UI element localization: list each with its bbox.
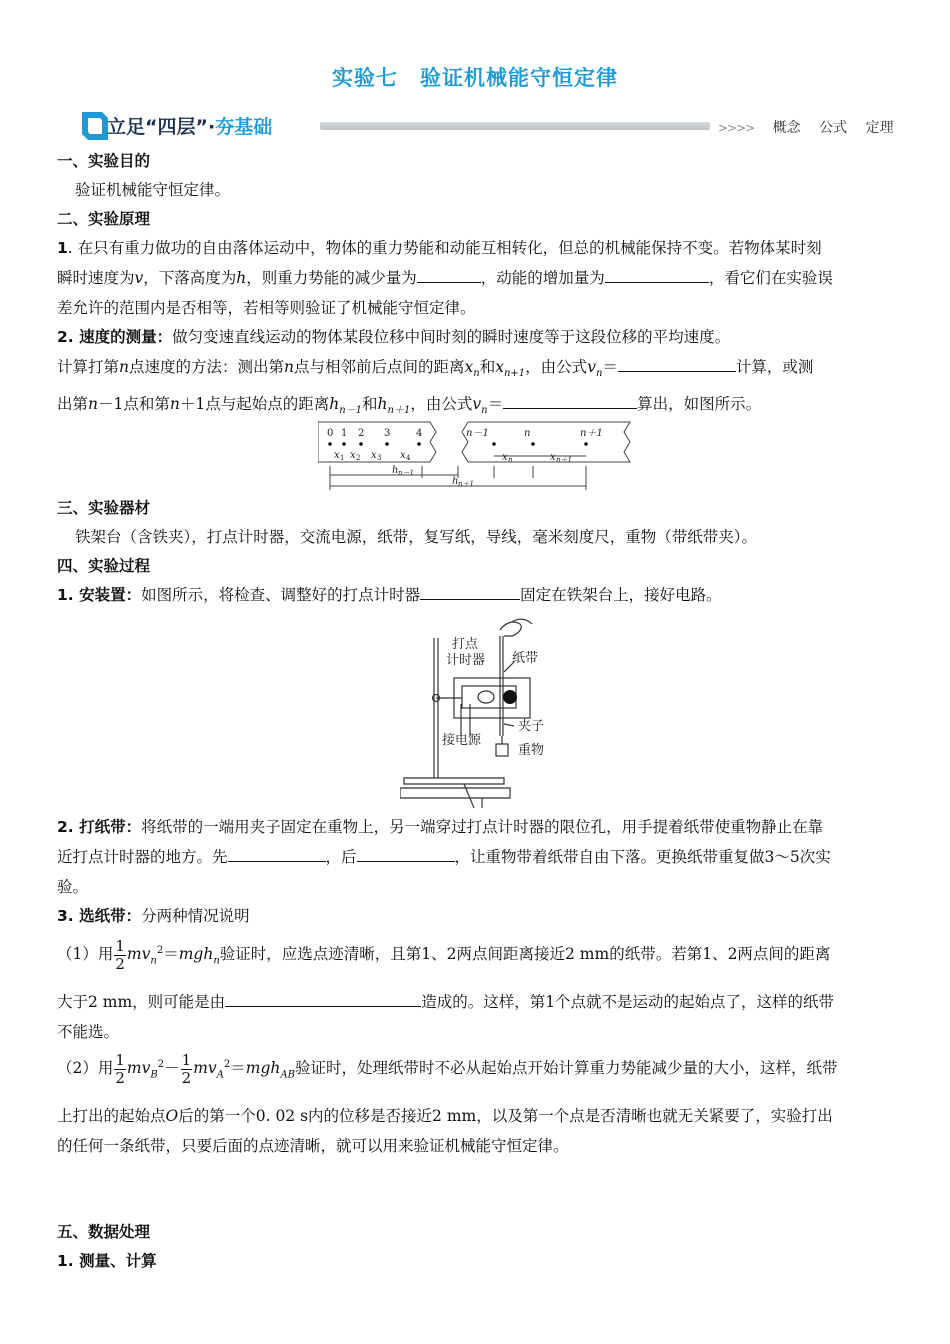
page-title: 实验七 验证机械能守恒定律 <box>332 66 618 90</box>
data-step-1: 1. 测量、计算 <box>57 1252 157 1270</box>
tick-label: 0 <box>327 428 334 439</box>
banner-right-text: 夯基础 <box>215 116 273 138</box>
h2-label: h <box>452 476 459 487</box>
label-n-minus-1: n－1 <box>466 428 489 439</box>
blank-cause[interactable] <box>225 989 421 1007</box>
tick-label: 4 <box>416 428 423 439</box>
label-clip: 夹子 <box>518 719 545 734</box>
apparatus-diagram <box>400 612 560 808</box>
blank-potential-decrease[interactable] <box>417 265 481 283</box>
chevrons-icon: >>>> <box>718 121 755 135</box>
section-heading-purpose: 一、实验目的 <box>57 152 151 170</box>
blank-timer-orientation[interactable] <box>420 582 520 600</box>
banner-logo-icon <box>78 108 110 144</box>
procedure-step-2: 2. 打纸带：将纸带的一端用夹子固定在重物上，另一端穿过打点计时器的限位孔，用手提着纸带使重物静止在靠 近打点计时器的地方。先 ，后 ，让重物带着纸带自由下落。更换纸带重复做3～5次实 验。 <box>57 818 831 896</box>
x-label: x <box>334 450 340 461</box>
blank-first-action[interactable] <box>228 844 326 862</box>
label-timer-2: 计时器 <box>446 653 486 668</box>
xn1-sub: n＋1 <box>556 456 572 464</box>
section-heading-principle: 二、实验原理 <box>57 210 151 228</box>
case-1-cont: 大于2 mm，则可能是由 造成的。这样，第1个点就不是运动的起始点了，这样的纸带 不能选。 <box>57 987 892 1047</box>
principle-paragraph-3: 计算打第n点速度的方法：测出第n点与相邻前后点间的距离$x_n$和$x_{n+1}$，由公式$v_n=$ 计算，或测 出第n－1点和第n＋1点与起始点的距离$h_{n-1}$和$h_{n+1}$，由公式$v_n=$ 算出，如图所示。 <box>57 352 892 426</box>
blank-kinetic-increase[interactable] <box>605 265 709 283</box>
label-power: 接电源 <box>442 733 482 748</box>
tape-diagram <box>318 420 632 496</box>
section-heading-procedure: 四、实验过程 <box>57 557 151 575</box>
fraction-half: $\frac{1}{2}$ <box>181 1050 192 1087</box>
case-2-cont: 上打出的起始点O后的第一个0. 02 s内的位移是否接近2 mm，以及第一个点是否清晰也就无关紧要了，实验打出 的任何一条纸带，只要后面的点迹清晰，就可以用来验证机械能守恒定律。 <box>57 1107 833 1155</box>
h1-sub: n－1 <box>398 469 414 477</box>
tick-label: 3 <box>384 428 391 439</box>
purpose-text: 验证机械能守恒定律。 <box>75 181 231 199</box>
fraction-half: $\frac{1}{2}$ <box>115 1050 125 1087</box>
x-sub: 3 <box>377 454 382 462</box>
banner-tags <box>718 117 894 137</box>
section-heading-data: 五、数据处理 <box>57 1223 151 1241</box>
xn1-label: x <box>550 452 556 463</box>
materials-text: 铁架台（含铁夹），打点计时器，交流电源，纸带，复写纸，导线，毫米刻度尺，重物（带纸带夹）。 <box>75 528 758 546</box>
section-heading-materials: 三、实验器材 <box>57 499 151 517</box>
tag-theorem: 定理 <box>865 120 894 136</box>
blank-second-action[interactable] <box>357 844 455 862</box>
x-label: x <box>371 450 377 461</box>
banner-dot: · <box>207 116 216 138</box>
x-label: x <box>400 450 406 461</box>
principle-paragraph-1: 1. 在只有重力做功的自由落体运动中，物体的重力势能和动能互相转化，但总的机械能保持不变。若物体某时刻 瞬时速度为v，下落高度为h，则重力势能的减少量为 ，动能的增加量为 ，看它们在实验误 差允许的范围内是否相等，若相等则验证了机械能守恒定律。 <box>57 239 833 317</box>
case-2: （2）用 $\frac{1}{2}$ $mv_B^2-$ $\frac{1}{2}$ $mv_A^2=mgh_{AB}$验证时，处理纸带时不必从起始点开始计算重力势能减少量的大小，这样，纸带 <box>57 1050 838 1087</box>
label-n-plus-1: n＋1 <box>580 428 603 439</box>
label-n: n <box>524 428 531 439</box>
label-tape: 纸带 <box>512 651 539 666</box>
h1-label: h <box>392 465 399 476</box>
tag-formula: 公式 <box>819 120 848 136</box>
h2-sub: n＋1 <box>458 480 474 488</box>
procedure-step-1: 1. 安装置：如图所示，将检查、调整好的打点计时器 固定在铁架台上，接好电路。 <box>57 580 892 610</box>
blank-velocity-formula-2[interactable] <box>503 391 637 409</box>
tape-dots <box>328 442 588 446</box>
fraction-half: $\frac{1}{2}$ <box>115 936 125 973</box>
xn-label: x <box>502 452 508 463</box>
tick-label: 1 <box>341 428 348 439</box>
procedure-step-3: 3. 选纸带：分两种情况说明 <box>57 907 250 925</box>
label-weight: 重物 <box>518 743 545 758</box>
banner-divider-bar <box>320 122 710 130</box>
x-sub: 1 <box>340 454 345 462</box>
xn-sub: n <box>508 456 513 464</box>
principle-paragraph-2: 2. 速度的测量：做匀变速直线运动的物体某段位移中间时刻的瞬时速度等于这段位移的平均速度。 <box>57 328 731 346</box>
x-sub: 4 <box>406 454 411 462</box>
banner-heading <box>107 112 272 139</box>
label-timer: 打点 <box>452 637 479 652</box>
x-label: x <box>350 450 356 461</box>
timer-drum-icon <box>503 690 517 704</box>
tag-concept: 概念 <box>772 120 801 136</box>
banner-left-text: 立足“四层” <box>107 116 208 138</box>
blank-velocity-formula-1[interactable] <box>618 354 736 372</box>
x-sub: 2 <box>356 454 361 462</box>
case-1: （1）用 $\frac{1}{2}$ $mv_n^2=mgh_n$验证时，应选点迹清晰，且第1、2两点间距离接近2 mm的纸带。若第1、2两点间的距离 <box>57 936 831 973</box>
tick-label: 2 <box>358 428 365 439</box>
